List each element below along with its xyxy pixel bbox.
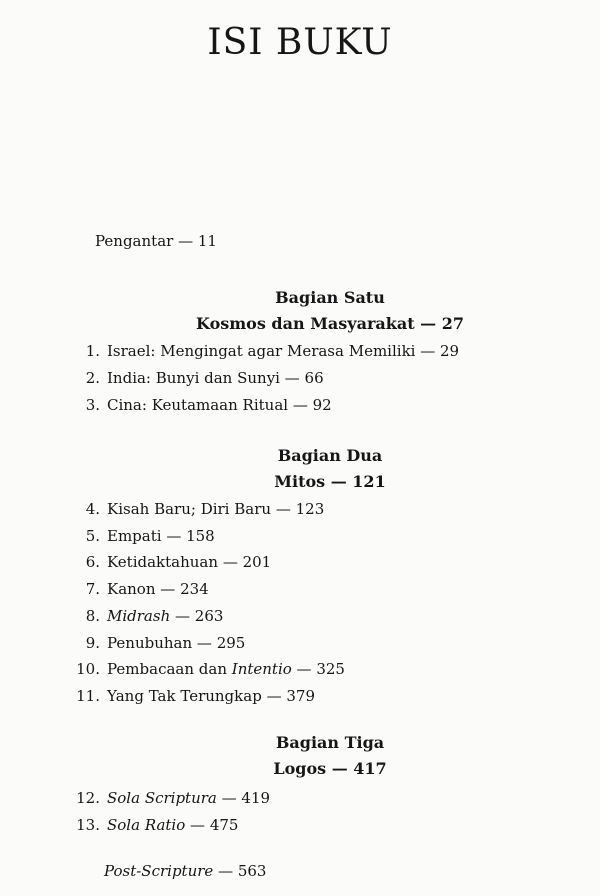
entry-number: 7. xyxy=(85,580,100,598)
entry-label: Sola Scriptura xyxy=(107,789,217,807)
entry-number: 5. xyxy=(85,527,100,545)
entry-label: Post-Scripture xyxy=(104,862,214,880)
entry-page: 263 xyxy=(194,607,224,625)
entry-label: Israel: Mengingat agar Merasa Memiliki xyxy=(107,342,416,360)
toc-entry xyxy=(58,500,558,518)
entry-number: 9. xyxy=(85,634,100,652)
entry-sep: — xyxy=(414,314,442,333)
entry-label: Pembacaan dan xyxy=(107,660,232,678)
entry-sep: — xyxy=(155,580,181,598)
entry-sep: — xyxy=(216,789,242,807)
entry-label: Kisah Baru; Diri Baru xyxy=(107,500,272,518)
toc-entry xyxy=(58,789,558,807)
part-title: Kosmos dan Masyarakat xyxy=(196,314,415,333)
entry-label: Midrash xyxy=(107,607,171,625)
toc-entry xyxy=(58,607,558,625)
toc-entry-intro xyxy=(95,232,217,250)
entry-page: 66 xyxy=(304,369,324,387)
part-page: 417 xyxy=(353,759,387,778)
entry-number: 2. xyxy=(85,369,100,387)
entry-page: 123 xyxy=(295,500,325,518)
entry-sep: — xyxy=(291,660,317,678)
entry-page: 379 xyxy=(286,687,315,705)
entry-number: 3. xyxy=(85,396,100,414)
part-title-line xyxy=(0,314,600,333)
entry-sep: — xyxy=(185,816,210,834)
entry-label: Sola Ratio xyxy=(107,816,186,834)
entry-page: 11 xyxy=(197,232,217,250)
entry-sep: — xyxy=(325,472,353,491)
page-title: ISI BUKU xyxy=(207,22,393,63)
entry-sep: — xyxy=(271,500,296,518)
entry-sep: — xyxy=(261,687,287,705)
entry-sep: — xyxy=(170,607,195,625)
part-title: Logos xyxy=(273,759,327,778)
entry-sep: — xyxy=(288,396,313,414)
part-title-line xyxy=(0,472,600,491)
toc-entry xyxy=(58,396,558,414)
entry-label: Yang Tak Terungkap xyxy=(107,687,262,705)
entry-label: Ketidaktahuan xyxy=(107,553,219,571)
entry-number: 12. xyxy=(76,789,100,807)
toc-entry-epilogue xyxy=(104,862,266,880)
entry-page: 295 xyxy=(216,634,246,652)
toc-entry xyxy=(58,816,558,834)
entry-sep: — xyxy=(173,232,198,250)
part-name: Bagian Dua xyxy=(277,446,383,465)
part-page: 27 xyxy=(441,314,464,333)
toc-entry xyxy=(58,580,558,598)
part-title-line xyxy=(0,759,600,778)
toc-entry xyxy=(58,527,558,545)
entry-sep: — xyxy=(415,342,440,360)
entry-page: 92 xyxy=(312,396,332,414)
entry-page: 234 xyxy=(180,580,209,598)
toc-entry xyxy=(58,342,558,360)
entry-page: 325 xyxy=(316,660,345,678)
part-name: Bagian Tiga xyxy=(275,733,385,752)
toc-entry xyxy=(58,634,558,652)
entry-page: 563 xyxy=(237,862,267,880)
entry-sep: — xyxy=(161,527,187,545)
entry-page: 475 xyxy=(209,816,239,834)
part-title: Mitos xyxy=(274,472,326,491)
entry-sep: — xyxy=(213,862,238,880)
entry-number: 6. xyxy=(85,553,100,571)
entry-number: 13. xyxy=(76,816,100,834)
entry-page: 201 xyxy=(242,553,272,571)
entry-number: 10. xyxy=(76,660,100,678)
toc-entry xyxy=(58,687,558,705)
toc-entry xyxy=(58,660,558,678)
entry-sep: — xyxy=(326,759,354,778)
entry-page: 29 xyxy=(440,342,460,360)
entry-label: Kanon xyxy=(107,580,156,598)
entry-sep: — xyxy=(192,634,217,652)
entry-number: 4. xyxy=(85,500,100,518)
entry-label: Pengantar xyxy=(95,232,174,250)
entry-number: 1. xyxy=(85,342,100,360)
entry-label: Empati xyxy=(107,527,162,545)
entry-page: 158 xyxy=(186,527,215,545)
part-page: 121 xyxy=(352,472,386,491)
entry-sep: — xyxy=(279,369,305,387)
toc-entry xyxy=(58,553,558,571)
entry-page: 419 xyxy=(241,789,271,807)
part-name: Bagian Satu xyxy=(275,288,385,307)
entry-label: India: Bunyi dan Sunyi xyxy=(107,369,280,387)
entry-number: 8. xyxy=(85,607,100,625)
entry-sep: — xyxy=(218,553,243,571)
entry-label: Cina: Keutamaan Ritual xyxy=(107,396,289,414)
entry-label: Penubuhan xyxy=(107,634,193,652)
toc-entry xyxy=(58,369,558,387)
entry-label-italic: Intentio xyxy=(231,660,292,678)
entry-number: 11. xyxy=(76,687,100,705)
